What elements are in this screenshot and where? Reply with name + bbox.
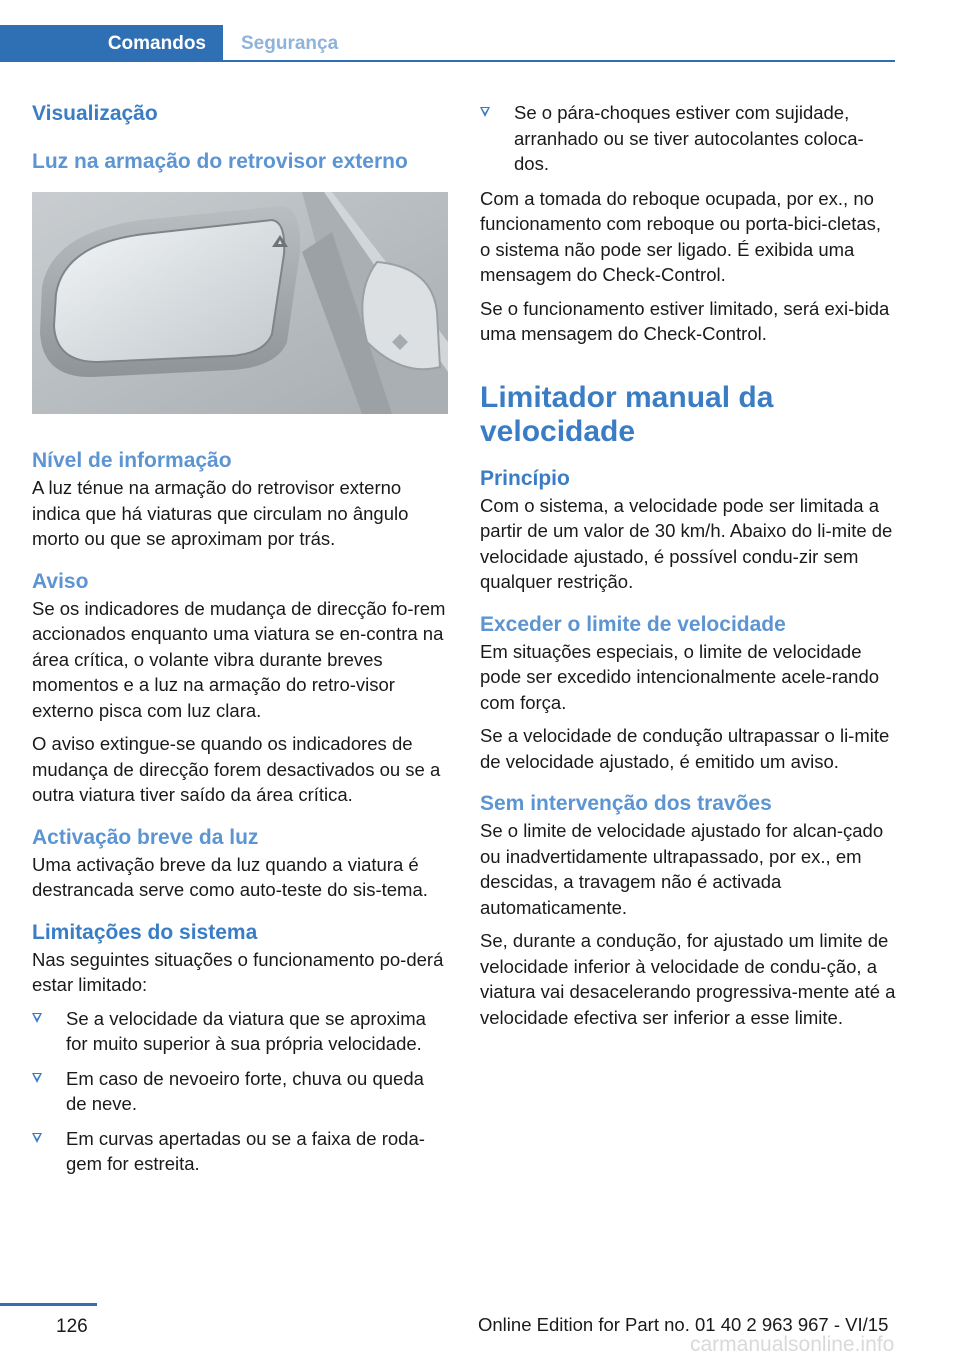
heading-exceder: Exceder o limite de velocidade (480, 612, 786, 636)
paragraph-exceder-1: Em situações especiais, o limite de velocidade pode ser excedido intencionalmente acele-rando com força. (480, 640, 880, 713)
chapter-tabs (0, 25, 895, 62)
watermark: carmanualsonline.info (690, 1333, 895, 1356)
paragraph-sem-intervencao-2: Se, durante a condução, for ajustado um limite de velocidade inferior à velocidade de condu-ção, a viatura vai desacelerando progressiva-mente até a velocidade efectiva ser inferior a esse limite. (480, 930, 896, 1028)
paragraph-limitacoes: Nas seguintes situações o funcionamento po-derá estar limitado: (32, 948, 444, 995)
triangle-bullet-icon (480, 107, 490, 117)
paragraph-limitado: Se o funcionamento estiver limitado, será exi-bida uma mensagem do Check-Control. (480, 297, 890, 344)
section-title: Visualização (32, 102, 158, 125)
paragraph-aviso-2: O aviso extingue-se quando os indicadores de mudança de direcção forem desactivados ou se a outra viatura tiver saído da área crítica. (32, 733, 441, 805)
paragraph-nivel-informacao: A luz ténue na armação do retrovisor externo indica que há viaturas que circulam no ângulo morto ou que se aproximam por trás. (32, 477, 409, 549)
heading-sem-intervencao: Sem intervenção dos travões (480, 792, 772, 815)
heading-nivel-informacao: Nível de informação (32, 449, 232, 472)
subtitle: Luz na armação do retrovisor externo (32, 150, 408, 173)
heading-limitador-manual: Limitador manual da velocidade (480, 380, 774, 448)
paragraph-exceder-2: Se a velocidade de condução ultrapassar o li-mite de velocidade ajustado, é emitido um aviso. (480, 725, 890, 772)
paragraph-activacao: Uma activação breve da luz quando a viatura é destrancada serve como auto-teste do sis-tema. (32, 853, 428, 900)
tab-comandos[interactable]: Comandos (0, 25, 223, 62)
paragraph-reboque: Com a tomada do reboque ocupada, por ex., no funcionamento com reboque ou porta-bici-cletas, o sistema não pode ser ligado. É exibida uma mensagem do Check-Control. (480, 187, 882, 285)
edition-text: Online Edition for Part no. 01 40 2 963 967 - VI/15 (478, 1314, 889, 1335)
heading-principio: Princípio (480, 466, 570, 490)
paragraph-sem-intervencao-1: Se o limite de velocidade ajustado for alcan-çado ou inadvertidamente ultrapassado, por ex., em descidas, a travagem não é activada automaticamente. (480, 820, 884, 918)
page-number: 126 (56, 1316, 88, 1337)
triangle-bullet-icon (32, 1013, 42, 1023)
limitations-list (32, 1006, 448, 1177)
paragraph-principio: Com o sistema, a velocidade pode ser limitada a partir de um valor de 30 km/h. Abaixo do li-mite de velocidade ajustado, é possível condu-zir sem qualquer restrição. (480, 494, 893, 592)
list-item: Em curvas apertadas ou se a faixa de roda-gem for estreita. (32, 1126, 448, 1177)
mirror-illustration (32, 192, 448, 414)
triangle-bullet-icon (32, 1133, 42, 1143)
list-item: Se a velocidade da viatura que se aproxima for muito superior à sua própria velocidade. (32, 1006, 448, 1057)
heading-activacao: Activação breve da luz (32, 825, 259, 849)
limitations-list-continued (480, 100, 896, 177)
list-item: Em caso de nevoeiro forte, chuva ou queda de neve. (32, 1066, 448, 1117)
header-rule (0, 60, 895, 62)
heading-limitacoes: Limitações do sistema (32, 920, 258, 944)
list-item: Se o pára-choques estiver com sujidade, arranhado ou se tiver autocolantes coloca-dos. (480, 100, 896, 177)
tab-seguranca[interactable]: Segurança (241, 32, 339, 54)
left-column (32, 100, 448, 1186)
footer-rule (0, 1303, 97, 1306)
paragraph-aviso-1: Se os indicadores de mudança de direcção fo-rem accionados enquanto uma viatura se en-contra na área crítica, o volante vibra durante breves momentos e a luz na armação do retro-visor externo pisca com luz clara. (32, 597, 446, 721)
triangle-bullet-icon (32, 1073, 42, 1083)
heading-aviso: Aviso (32, 569, 89, 593)
right-column (480, 100, 896, 1030)
